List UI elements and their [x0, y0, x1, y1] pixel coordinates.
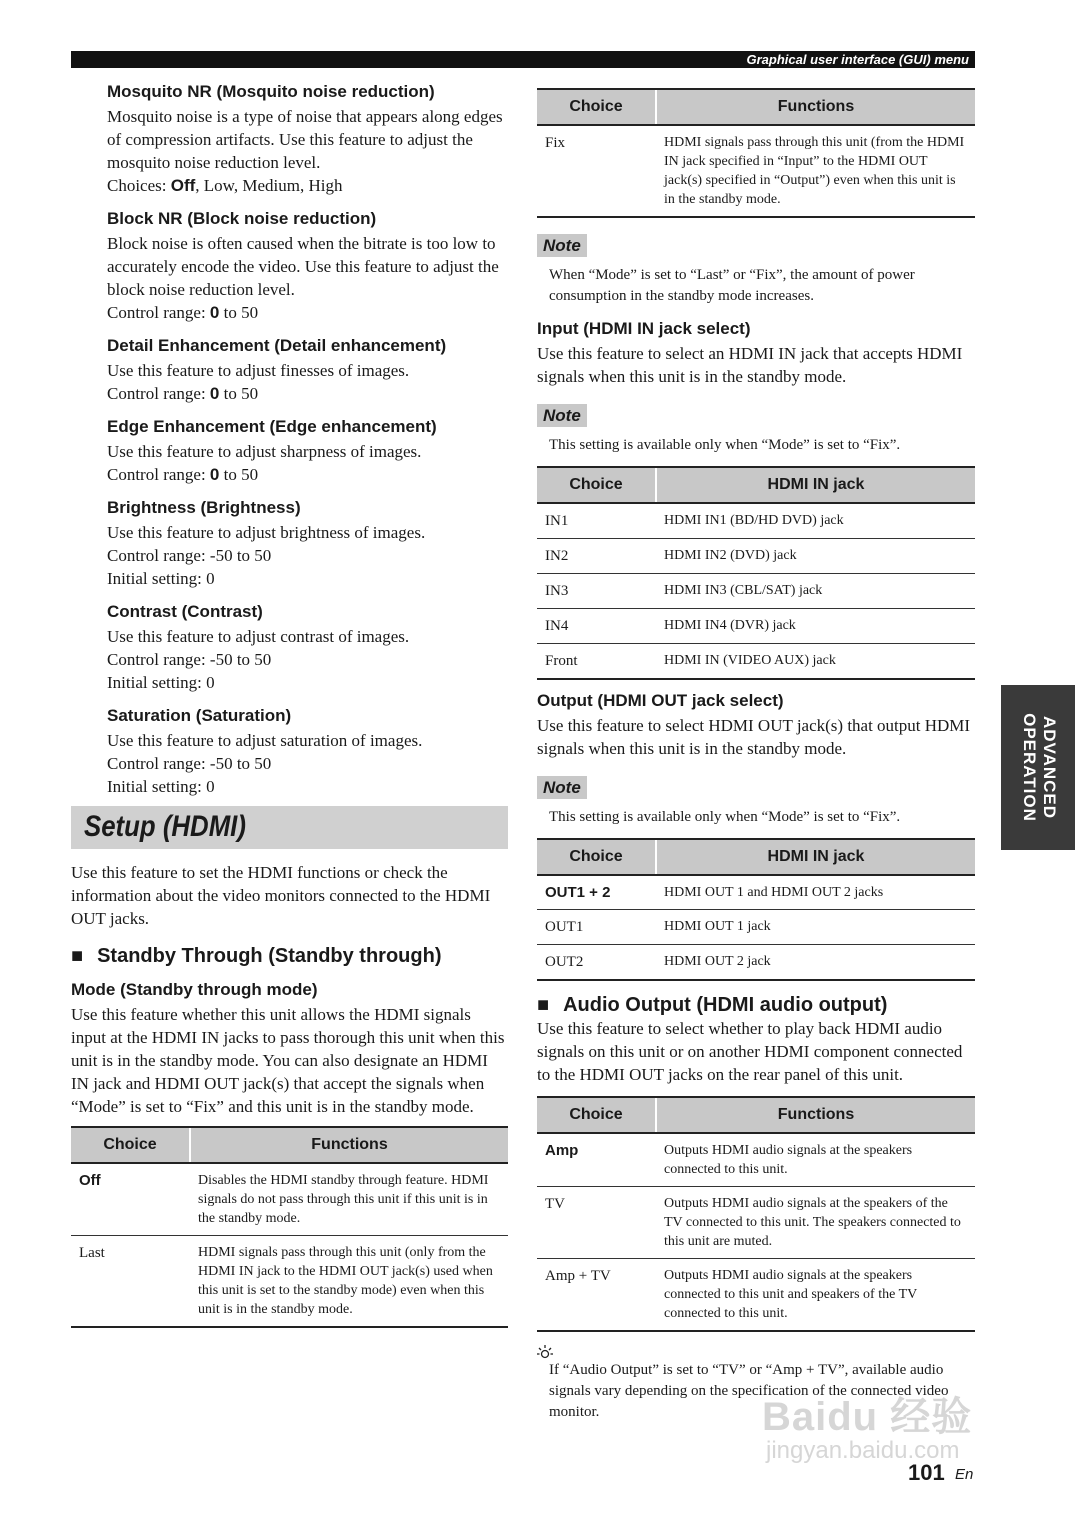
- table-row: [537, 910, 975, 945]
- header-title: Graphical user interface (GUI) menu: [746, 52, 969, 67]
- brightness-range: Control range: -50 to 50: [107, 546, 272, 565]
- output-table: [537, 838, 975, 981]
- edge-section: [71, 417, 508, 486]
- detail-title: Detail Enhancement (Detail enhancement): [107, 336, 447, 355]
- audio-table-header-choice: Choice: [537, 1097, 656, 1133]
- fix-choice: Fix: [537, 125, 656, 217]
- setup-title: Setup (HDMI): [84, 810, 246, 843]
- saturation-body: Use this feature to adjust saturation of images.: [107, 731, 423, 750]
- saturation-range: Control range: -50 to 50: [107, 754, 272, 773]
- choice-cell: OUT2: [537, 945, 656, 981]
- audio-choice-amp-tv: Amp + TV: [537, 1259, 656, 1332]
- table-row: [537, 539, 975, 574]
- setup-heading-box: [71, 806, 508, 849]
- brightness-section: [71, 498, 508, 590]
- watermark-url: jingyan.baidu.com: [766, 1437, 960, 1464]
- edge-body: Use this feature to adjust sharpness of images.: [107, 442, 422, 461]
- brightness-body: Use this feature to adjust brightness of images.: [107, 523, 426, 542]
- jack-cell: HDMI IN2 (DVD) jack: [656, 539, 975, 574]
- table-row: [537, 875, 975, 910]
- right-column: [537, 88, 975, 1423]
- choice-cell: Front: [537, 644, 656, 680]
- output-body: Use this feature to select HDMI OUT jack(s) that output HDMI signals when this unit is in the standby mode.: [537, 716, 971, 758]
- fix-table-header-functions: Functions: [656, 89, 975, 125]
- mosquito-choices: Choices: Off, Low, Medium, High: [107, 176, 343, 195]
- fix-table-header-choice: Choice: [537, 89, 656, 125]
- table-row: [537, 609, 975, 644]
- audio-body: Use this feature to select whether to play back HDMI audio signals on this unit or on another HDMI component connected to the HDMI OUT jacks on the rear panel of this unit.: [537, 1019, 963, 1084]
- table-row: [537, 1259, 975, 1332]
- mode-choice-off: Off: [71, 1163, 190, 1236]
- saturation-initial: Initial setting: 0: [107, 777, 215, 796]
- audio-choice-amp: Amp: [537, 1133, 656, 1187]
- standby-heading: ■ Standby Through (Standby through): [71, 945, 442, 967]
- input-table-header-choice: Choice: [537, 467, 656, 503]
- choice-cell: IN2: [537, 539, 656, 574]
- output-table-header-choice: Choice: [537, 839, 656, 875]
- choice-cell: OUT1 + 2: [537, 875, 656, 910]
- page-language: En: [955, 1466, 974, 1483]
- table-row: [537, 945, 975, 981]
- brightness-initial: Initial setting: 0: [107, 569, 215, 588]
- fix-table: [537, 88, 975, 218]
- mode-table-header-choice: Choice: [71, 1127, 190, 1163]
- table-row: [537, 125, 975, 217]
- left-column: [71, 82, 508, 1328]
- jack-cell: HDMI OUT 2 jack: [656, 945, 975, 981]
- table-row: [537, 574, 975, 609]
- jack-cell: HDMI IN (VIDEO AUX) jack: [656, 644, 975, 680]
- input-title: Input (HDMI IN jack select): [537, 319, 751, 338]
- note-2: [537, 404, 975, 456]
- setup-intro: Use this feature to set the HDMI functions or check the information about the video monitors connected to the HDMI OUT jacks.: [71, 863, 491, 928]
- input-table: [537, 466, 975, 680]
- table-row: [537, 1187, 975, 1259]
- saturation-title: Saturation (Saturation): [107, 706, 292, 725]
- brightness-title: Brightness (Brightness): [107, 498, 301, 517]
- detail-range: Control range: 0 to 50: [107, 384, 259, 403]
- input-table-header-jack: HDMI IN jack: [656, 467, 975, 503]
- watermark-logo: Baidu 经验: [762, 1395, 973, 1439]
- audio-desc-amp-tv: Outputs HDMI audio signals at the speakers connected to this unit and speakers of the TV connected to this unit.: [656, 1259, 975, 1332]
- block-range: Control range: 0 to 50: [107, 303, 259, 322]
- audio-desc-tv: Outputs HDMI audio signals at the speakers of the TV connected to this unit. The speakers connected to this unit are muted.: [656, 1187, 975, 1259]
- input-body: Use this feature to select an HDMI IN jack that accepts HDMI signals when this unit is in the standby mode.: [537, 344, 963, 386]
- tip-text: If “Audio Output” is set to “TV” or “Amp + TV”, available audio signals vary depending on the specification of the connected video monitor.: [549, 1362, 949, 1420]
- mosquito-body: Mosquito noise is a type of noise that appears along edges of compression artifacts. Use this feature to adjust the mosquito noise reduction level.: [107, 107, 503, 172]
- table-row: [71, 1163, 508, 1236]
- table-row: [537, 644, 975, 680]
- page-number: 101: [908, 1460, 945, 1485]
- jack-cell: HDMI OUT 1 and HDMI OUT 2 jacks: [656, 875, 975, 910]
- audio-table-header-functions: Functions: [656, 1097, 975, 1133]
- jack-cell: HDMI IN3 (CBL/SAT) jack: [656, 574, 975, 609]
- mode-table: [71, 1126, 508, 1328]
- choice-cell: IN4: [537, 609, 656, 644]
- jack-cell: HDMI OUT 1 jack: [656, 910, 975, 945]
- note-3: [537, 776, 975, 828]
- square-bullet-icon: ■: [71, 945, 84, 967]
- note-text: This setting is available only when “Mode” is set to “Fix”.: [549, 809, 901, 825]
- note-1: [537, 234, 975, 307]
- fix-desc: HDMI signals pass through this unit (from the HDMI IN jack specified in “Input” to the HDMI OUT jack(s) specified in “Output”) even when this unit is in the standby mode.: [656, 125, 975, 217]
- detail-section: [71, 336, 508, 405]
- choice-cell: IN3: [537, 574, 656, 609]
- block-title: Block NR (Block noise reduction): [107, 209, 377, 228]
- mode-desc-last: HDMI signals pass through this unit (only from the HDMI IN jack to the HDMI OUT jack(s) used when this unit is set to the standby mode) even when this unit is in the standby mode.: [190, 1236, 508, 1328]
- mode-title: Mode (Standby through mode): [71, 980, 318, 999]
- audio-desc-amp: Outputs HDMI audio signals at the speakers connected to this unit.: [656, 1133, 975, 1187]
- note-text: This setting is available only when “Mode” is set to “Fix”.: [549, 437, 901, 453]
- block-body: Block noise is often caused when the bitrate is too low to accurately encode the video. Use this feature to adjust the block noise reduction level.: [107, 234, 499, 299]
- table-row: [537, 503, 975, 539]
- contrast-title: Contrast (Contrast): [107, 602, 263, 621]
- saturation-section: [71, 706, 508, 798]
- edge-range: Control range: 0 to 50: [107, 465, 259, 484]
- choice-cell: OUT1: [537, 910, 656, 945]
- mode-table-header-functions: Functions: [190, 1127, 508, 1163]
- table-row: [71, 1236, 508, 1328]
- table-row: [537, 1133, 975, 1187]
- audio-table: [537, 1096, 975, 1332]
- side-tab: [1001, 685, 1075, 850]
- block-section: [71, 209, 508, 324]
- output-title: Output (HDMI OUT jack select): [537, 691, 784, 710]
- square-bullet-icon: ■: [537, 994, 550, 1016]
- audio-choice-tv: TV: [537, 1187, 656, 1259]
- contrast-range: Control range: -50 to 50: [107, 650, 272, 669]
- choice-cell: IN1: [537, 503, 656, 539]
- contrast-body: Use this feature to adjust contrast of images.: [107, 627, 410, 646]
- output-table-header-jack: HDMI IN jack: [656, 839, 975, 875]
- mosquito-title: Mosquito NR (Mosquito noise reduction): [107, 82, 435, 101]
- jack-cell: HDMI IN4 (DVR) jack: [656, 609, 975, 644]
- side-tab-label: ADVANCED OPERATION: [1020, 713, 1059, 822]
- note-label: Note: [537, 404, 587, 427]
- lightbulb-tip-icon: [537, 1344, 557, 1360]
- contrast-section: [71, 602, 508, 694]
- contrast-initial: Initial setting: 0: [107, 673, 215, 692]
- mode-desc-off: Disables the HDMI standby through feature. HDMI signals do not pass through this unit if this unit is in the standby mode.: [190, 1163, 508, 1236]
- jack-cell: HDMI IN1 (BD/HD DVD) jack: [656, 503, 975, 539]
- detail-body: Use this feature to adjust finesses of images.: [107, 361, 410, 380]
- note-text: When “Mode” is set to “Last” or “Fix”, the amount of power consumption in the standby mode increases.: [549, 267, 915, 304]
- note-label: Note: [537, 234, 587, 257]
- mode-body: Use this feature whether this unit allows the HDMI signals input at the HDMI IN jacks to pass thorough this unit when this unit is in the standby mode. You can also designate an HDMI IN jack and HDMI OUT jack(s) that accept the signals when “Mode” is set to “Fix” and this unit is in the standby mode.: [71, 1005, 505, 1116]
- note-label: Note: [537, 776, 587, 799]
- header-bar: [71, 51, 975, 68]
- mosquito-section: [71, 82, 508, 197]
- edge-title: Edge Enhancement (Edge enhancement): [107, 417, 437, 436]
- mode-choice-last: Last: [71, 1236, 190, 1328]
- audio-heading: ■ Audio Output (HDMI audio output): [537, 994, 888, 1016]
